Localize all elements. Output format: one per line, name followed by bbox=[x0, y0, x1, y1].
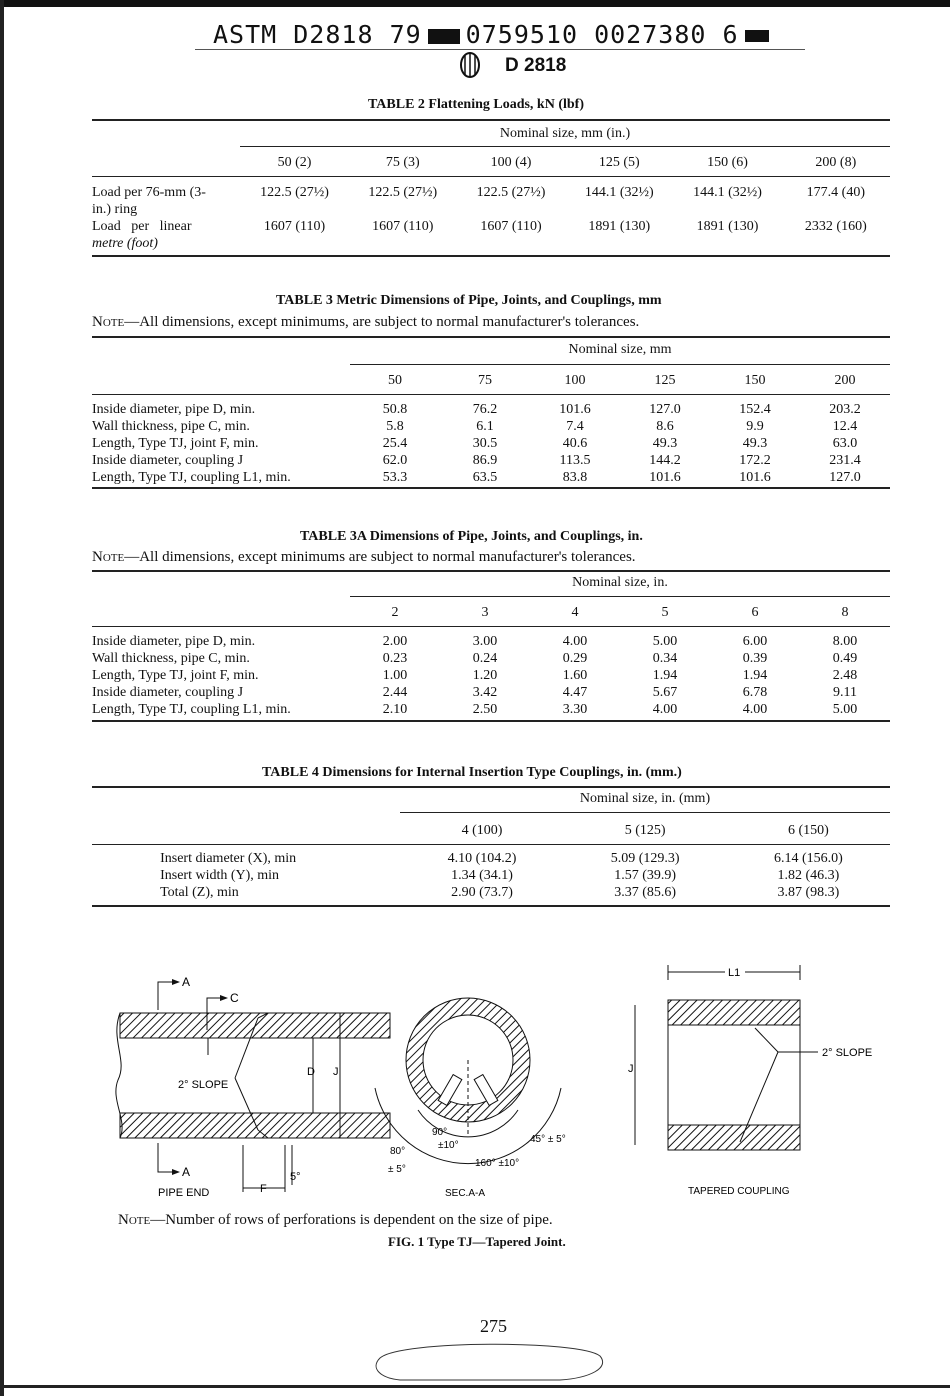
table3-col-header: 125 bbox=[654, 373, 676, 388]
table-cell: 5.8 bbox=[386, 419, 404, 434]
table-cell: 4.47 bbox=[562, 685, 588, 700]
label-sec: SEC.A-A bbox=[445, 1188, 486, 1199]
running-head bbox=[213, 20, 775, 49]
table-cell: 5.00 bbox=[652, 634, 678, 649]
label-a-bottom: A bbox=[182, 1165, 191, 1179]
table4-caption: TABLE 4 Dimensions for Internal Insertion Type Couplings, in. (mm.) bbox=[262, 765, 682, 780]
table-cell: 2332 (160) bbox=[804, 219, 867, 234]
table-cell: 5.09 (129.3) bbox=[610, 851, 680, 866]
figure-caption: FIG. 1 Type TJ—Tapered Joint. bbox=[388, 1234, 566, 1249]
binding-mark bbox=[360, 1338, 620, 1386]
table3a-col-header: 3 bbox=[481, 605, 489, 620]
page-frame-left bbox=[0, 0, 4, 1396]
table-cell: 6.14 (156.0) bbox=[773, 851, 843, 866]
table-cell: 63.0 bbox=[832, 436, 858, 451]
note-text: —All dimensions, except minimums are subject to normal manufacturer's tolerances. bbox=[124, 549, 636, 565]
table-cell: 76.2 bbox=[472, 402, 498, 417]
table-cell: 9.11 bbox=[833, 685, 857, 700]
arrowhead bbox=[220, 995, 228, 1001]
table3-group-rule bbox=[350, 364, 890, 365]
table4-group-header: Nominal size, in. (mm) bbox=[579, 791, 711, 806]
table-cell: 1.00 bbox=[382, 668, 408, 683]
table-cell: 1.60 bbox=[562, 668, 588, 683]
table4-bottom-rule bbox=[92, 905, 890, 907]
table-cell: 127.0 bbox=[649, 402, 681, 417]
table-cell: 49.3 bbox=[652, 436, 678, 451]
table3-col-header: 200 bbox=[834, 373, 856, 388]
row-label-line: Load per linear bbox=[92, 219, 192, 234]
running-head-left: ASTM D2818 79 bbox=[213, 20, 422, 49]
table2-group-header: Nominal size, mm (in.) bbox=[499, 126, 631, 141]
table-cell: 4.00 bbox=[742, 702, 768, 717]
table2-col-header: 200 (8) bbox=[815, 155, 857, 170]
tapered-coupling-drawing bbox=[628, 965, 872, 1197]
row-label: Length, Type TJ, coupling L1, min. bbox=[92, 470, 291, 485]
table-cell: 1.94 bbox=[652, 668, 678, 683]
label-slope-right: 2° SLOPE bbox=[822, 1047, 873, 1059]
row-label: Inside diameter, pipe D, min. bbox=[92, 402, 256, 417]
section-arrow-a-bottom bbox=[158, 1143, 172, 1172]
table-cell: 1.82 (46.3) bbox=[777, 868, 840, 883]
astm-logo bbox=[450, 52, 490, 83]
table-cell: 49.3 bbox=[742, 436, 768, 451]
note-prefix: Note bbox=[118, 1212, 151, 1228]
row-label-line: metre (foot) bbox=[92, 236, 158, 251]
table-cell: 101.6 bbox=[649, 470, 681, 485]
label-eighty: 80° bbox=[390, 1146, 406, 1157]
table4-header-row bbox=[92, 822, 890, 844]
table-cell: 172.2 bbox=[739, 453, 771, 468]
table-cell: 8.00 bbox=[832, 634, 858, 649]
table3a-group-rule bbox=[350, 596, 890, 597]
row-label: Inside diameter, coupling J bbox=[92, 685, 244, 700]
table-cell: 231.4 bbox=[829, 453, 861, 468]
table-row bbox=[92, 850, 890, 867]
table2-col-header: 75 (3) bbox=[385, 155, 420, 170]
table-cell: 2.90 (73.7) bbox=[451, 885, 513, 900]
coupling-wall-top bbox=[668, 1000, 800, 1025]
table4-col-header: 4 (100) bbox=[461, 823, 503, 838]
table-row bbox=[92, 701, 890, 718]
label-pm5a: ± 5° bbox=[388, 1164, 406, 1175]
table-cell: 9.9 bbox=[746, 419, 764, 434]
table-cell: 2.00 bbox=[382, 634, 408, 649]
astm-logo-icon bbox=[450, 52, 490, 78]
table-cell: 8.6 bbox=[656, 419, 674, 434]
table-cell: 2.44 bbox=[382, 685, 408, 700]
table-cell: 1891 (130) bbox=[696, 219, 759, 234]
table3-top-rule bbox=[92, 336, 890, 338]
pipe-wall-bottom bbox=[120, 1113, 390, 1138]
section-arrow-a-top bbox=[158, 982, 172, 1010]
table-cell: 1607 (110) bbox=[263, 219, 326, 234]
row-label: Length, Type TJ, joint F, min. bbox=[92, 668, 259, 683]
table3-header-row bbox=[92, 372, 890, 394]
table-cell: 63.5 bbox=[472, 470, 498, 485]
table-row bbox=[92, 633, 890, 650]
label-d: D bbox=[307, 1066, 315, 1078]
table-row bbox=[92, 184, 890, 218]
label-tapered: TAPERED COUPLING bbox=[688, 1186, 790, 1197]
table-cell: 203.2 bbox=[829, 402, 861, 417]
taper-line bbox=[755, 1028, 778, 1052]
table-cell: 0.24 bbox=[472, 651, 498, 666]
table-row bbox=[92, 401, 890, 418]
table2-col-header: 100 (4) bbox=[490, 155, 532, 170]
label-pm10a: ±10° bbox=[438, 1140, 459, 1151]
label-slope-left: 2° SLOPE bbox=[178, 1079, 229, 1091]
redaction-block bbox=[428, 29, 460, 44]
table-cell: 127.0 bbox=[829, 470, 861, 485]
table-cell: 12.4 bbox=[832, 419, 858, 434]
figure-type-tj-joint bbox=[100, 960, 900, 1210]
table-cell: 3.42 bbox=[472, 685, 498, 700]
table3a-col-header: 4 bbox=[571, 605, 579, 620]
table-cell: 25.4 bbox=[382, 436, 408, 451]
table2-top-rule bbox=[92, 119, 890, 121]
section-a-a-drawing bbox=[375, 998, 566, 1199]
table-cell: 6.00 bbox=[742, 634, 768, 649]
row-label-line: in.) ring bbox=[92, 202, 138, 217]
table4-top-rule bbox=[92, 786, 890, 788]
table2 bbox=[92, 154, 890, 252]
table-cell: 3.87 (98.3) bbox=[777, 885, 840, 900]
table-row bbox=[92, 469, 890, 486]
table2-col-header: 50 (2) bbox=[277, 155, 312, 170]
table3a-col-header: 2 bbox=[391, 605, 399, 620]
table-cell: 40.6 bbox=[562, 436, 588, 451]
table-cell: 0.49 bbox=[832, 651, 858, 666]
arrowhead bbox=[172, 1169, 180, 1175]
table2-group-rule bbox=[240, 146, 890, 147]
label-ninety: 90° bbox=[432, 1127, 448, 1138]
note-text: —Number of rows of perforations is dependent on the size of pipe. bbox=[150, 1212, 553, 1228]
table3-note bbox=[92, 314, 639, 331]
table-cell: 2.10 bbox=[382, 702, 408, 717]
table3 bbox=[92, 372, 890, 486]
table2-col-header: 150 (6) bbox=[707, 155, 748, 170]
table-cell: 3.37 (85.6) bbox=[614, 885, 677, 900]
table-cell: 144.1 (32½) bbox=[693, 185, 762, 200]
page-frame-top bbox=[0, 0, 950, 7]
label-five-deg: 5° bbox=[290, 1171, 301, 1183]
binding-outline bbox=[376, 1344, 603, 1380]
table3a-caption: TABLE 3A Dimensions of Pipe, Joints, and Couplings, in. bbox=[300, 529, 643, 544]
row-label: Wall thickness, pipe C, min. bbox=[92, 419, 250, 434]
table-cell: 62.0 bbox=[382, 453, 408, 468]
table-cell: 4.10 (104.2) bbox=[447, 851, 517, 866]
table3-bottom-rule bbox=[92, 487, 890, 489]
table-cell: 2.50 bbox=[472, 702, 498, 717]
table-row bbox=[92, 452, 890, 469]
table-cell: 50.8 bbox=[382, 402, 408, 417]
table-row bbox=[92, 650, 890, 667]
header-rule bbox=[195, 49, 805, 50]
table3a-header-row bbox=[92, 604, 890, 626]
note-prefix: Note bbox=[92, 549, 125, 565]
table-cell: 6.1 bbox=[476, 419, 494, 434]
table-cell: 30.5 bbox=[472, 436, 498, 451]
table-cell: 3.30 bbox=[562, 702, 588, 717]
table2-col-header: 125 (5) bbox=[598, 155, 640, 170]
table-cell: 0.29 bbox=[562, 651, 588, 666]
table-cell: 0.39 bbox=[742, 651, 768, 666]
table2-bottom-rule bbox=[92, 255, 890, 257]
table-cell: 0.34 bbox=[652, 651, 678, 666]
table-cell: 101.6 bbox=[559, 402, 591, 417]
table-cell: 83.8 bbox=[562, 470, 588, 485]
row-label bbox=[92, 218, 240, 252]
row-label: Wall thickness, pipe C, min. bbox=[92, 651, 250, 666]
table3a-group-header: Nominal size, in. bbox=[572, 575, 668, 590]
row-label: Inside diameter, pipe D, min. bbox=[92, 634, 256, 649]
table-row bbox=[92, 867, 890, 884]
table-row bbox=[92, 684, 890, 701]
row-label: Insert width (Y), min bbox=[160, 868, 280, 883]
table-cell: 152.4 bbox=[739, 402, 771, 417]
label-c: C bbox=[230, 991, 239, 1005]
table-cell: 122.5 (27½) bbox=[368, 185, 438, 200]
label-f: F bbox=[260, 1183, 267, 1195]
label-pipe-end: PIPE END bbox=[158, 1187, 210, 1199]
table3a-bottom-rule bbox=[92, 720, 890, 722]
pipe-end-drawing bbox=[116, 975, 390, 1199]
label-a-top: A bbox=[182, 975, 191, 989]
table2-caption: TABLE 2 Flattening Loads, kN (lbf) bbox=[368, 97, 584, 112]
label-j-left: J bbox=[333, 1066, 339, 1078]
table-cell: 0.23 bbox=[382, 651, 408, 666]
table3a-note bbox=[92, 549, 636, 566]
table-cell: 113.5 bbox=[559, 453, 591, 468]
table-cell: 53.3 bbox=[382, 470, 408, 485]
note-prefix: Note bbox=[92, 314, 125, 330]
table-cell: 122.5 (27½) bbox=[260, 185, 329, 200]
table4-group-rule bbox=[400, 812, 890, 813]
redaction-block bbox=[745, 30, 769, 42]
table-cell: 177.4 (40) bbox=[806, 185, 865, 200]
table-cell: 1.20 bbox=[472, 668, 498, 683]
table-cell: 1.94 bbox=[742, 668, 768, 683]
table4 bbox=[92, 822, 890, 901]
figure-note bbox=[118, 1212, 553, 1229]
row-label: Length, Type TJ, coupling L1, min. bbox=[92, 702, 291, 717]
row-label: Total (Z), min bbox=[160, 885, 239, 900]
row-label-line: Load per 76-mm (3- bbox=[92, 185, 206, 200]
doc-number: D 2818 bbox=[505, 55, 567, 76]
arrowhead bbox=[172, 979, 180, 985]
table4-col-header: 6 (150) bbox=[787, 823, 829, 838]
table3a bbox=[92, 604, 890, 718]
note-text: —All dimensions, except minimums, are subject to normal manufacturer's tolerances. bbox=[124, 314, 640, 330]
table-cell: 144.1 (32½) bbox=[584, 185, 654, 200]
table-cell: 122.5 (27½) bbox=[476, 185, 546, 200]
table3a-top-rule bbox=[92, 570, 890, 572]
label-onesixty: 160° ±10° bbox=[475, 1158, 520, 1169]
table-cell: 1.57 (39.9) bbox=[614, 868, 677, 883]
table-cell: 4.00 bbox=[652, 702, 678, 717]
label-l1: L1 bbox=[728, 967, 741, 979]
table-cell: 3.00 bbox=[472, 634, 498, 649]
row-label bbox=[92, 184, 240, 218]
table-cell: 1891 (130) bbox=[588, 219, 651, 234]
table3a-col-header: 5 bbox=[661, 605, 669, 620]
table-cell: 144.2 bbox=[649, 453, 681, 468]
table3a-col-header: 8 bbox=[841, 605, 849, 620]
table-cell: 1607 (110) bbox=[372, 219, 434, 234]
table3-col-header: 150 bbox=[744, 373, 766, 388]
table3-col-header: 50 bbox=[388, 373, 402, 388]
label-j-right: J bbox=[628, 1063, 634, 1075]
table3-col-header: 75 bbox=[478, 373, 492, 388]
table-cell: 101.6 bbox=[739, 470, 771, 485]
table-row bbox=[92, 218, 890, 252]
table-cell: 86.9 bbox=[472, 453, 498, 468]
table3-group-header: Nominal size, mm bbox=[568, 342, 672, 357]
coupling-wall-bottom bbox=[668, 1125, 800, 1150]
table-cell: 1607 (110) bbox=[480, 219, 542, 234]
table-cell: 4.00 bbox=[562, 634, 588, 649]
table4-col-header: 5 (125) bbox=[624, 823, 666, 838]
table-cell: 5.00 bbox=[832, 702, 858, 717]
page-number: 275 bbox=[480, 1316, 507, 1336]
row-label: Length, Type TJ, joint F, min. bbox=[92, 436, 259, 451]
running-head-right: 0759510 0027380 6 bbox=[465, 20, 739, 49]
table-row bbox=[92, 884, 890, 901]
table3-col-header: 100 bbox=[564, 373, 586, 388]
table2-header-row bbox=[92, 154, 890, 176]
table-row bbox=[92, 435, 890, 452]
table3a-col-header: 6 bbox=[751, 605, 759, 620]
label-fortyfive: 45° ± 5° bbox=[530, 1134, 566, 1145]
table3-caption: TABLE 3 Metric Dimensions of Pipe, Joints, and Couplings, mm bbox=[276, 293, 662, 308]
table-cell: 7.4 bbox=[566, 419, 584, 434]
table-cell: 6.78 bbox=[742, 685, 768, 700]
table-cell: 5.67 bbox=[652, 685, 678, 700]
table-row bbox=[92, 418, 890, 435]
table-cell: 2.48 bbox=[832, 668, 858, 683]
row-label: Inside diameter, coupling J bbox=[92, 453, 244, 468]
table-cell: 1.34 (34.1) bbox=[451, 868, 513, 883]
row-label: Insert diameter (X), min bbox=[160, 851, 297, 866]
table-row bbox=[92, 667, 890, 684]
